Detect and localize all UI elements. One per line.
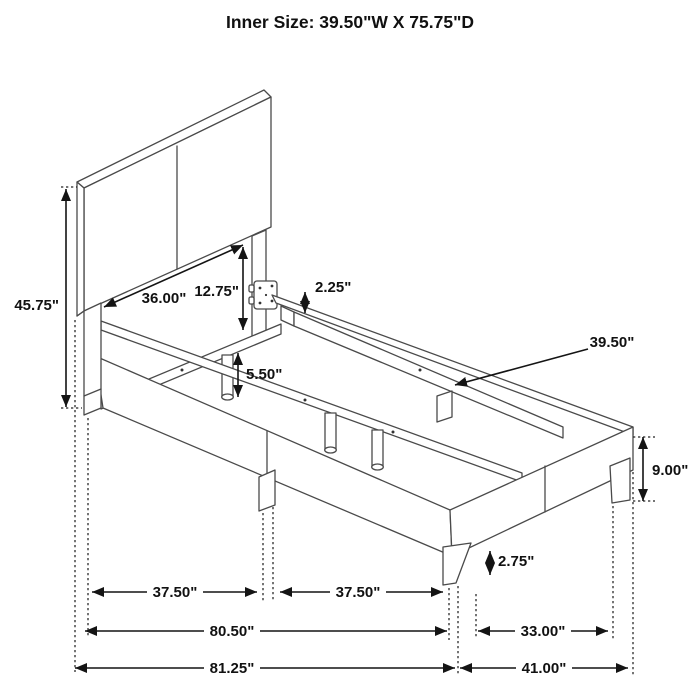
- rail-hanger-block: [437, 391, 452, 422]
- dim-row-half-spans: [92, 584, 443, 601]
- dim-headboard-height: [14, 189, 66, 407]
- dim-half-span-1-label: 37.50": [152, 584, 198, 601]
- dim-headboard-width-label: 36.00": [141, 290, 187, 307]
- dim-foot-leg-height-label: 2.75": [498, 553, 535, 570]
- dim-inner-width-callout: [455, 334, 634, 385]
- dim-overall-width-label: 41.00": [521, 660, 567, 677]
- footboard-rail: [443, 427, 633, 585]
- dim-panel-to-rail-label: 12.75": [194, 283, 239, 300]
- dim-frame-height-label: 9.00": [652, 462, 689, 479]
- dim-foot-inner-width-label: 33.00": [520, 623, 566, 640]
- dim-overall-depth-label: 81.25": [209, 660, 255, 677]
- dim-row-overall: [75, 660, 628, 677]
- dim-row-rail-length: [85, 623, 608, 640]
- dim-rail-thickness-label: 2.25": [315, 279, 352, 296]
- front-corner-leg: [443, 543, 471, 585]
- dim-foot-leg-height: [490, 551, 534, 575]
- center-leg: [259, 470, 275, 511]
- diagram-title: Inner Size: 39.50"W X 75.75"D: [225, 12, 475, 32]
- dim-panel-to-rail: [194, 247, 243, 330]
- dim-headboard-height-label: 45.75": [14, 297, 59, 314]
- dim-rail-length-label: 80.50": [209, 623, 255, 640]
- dim-support-leg-height-label: 5.50": [246, 366, 283, 383]
- headboard-left-leg: [84, 303, 101, 415]
- slat-rail-right: [281, 306, 563, 438]
- support-leg: [372, 430, 383, 466]
- dim-inner-width-label: 39.50": [589, 334, 635, 351]
- dim-frame-height: [643, 437, 688, 501]
- dim-rail-thickness: [305, 279, 351, 313]
- dim-half-span-2-label: 37.50": [335, 584, 381, 601]
- right-corner-leg: [610, 458, 630, 503]
- support-leg: [325, 413, 336, 449]
- headboard: [77, 90, 271, 316]
